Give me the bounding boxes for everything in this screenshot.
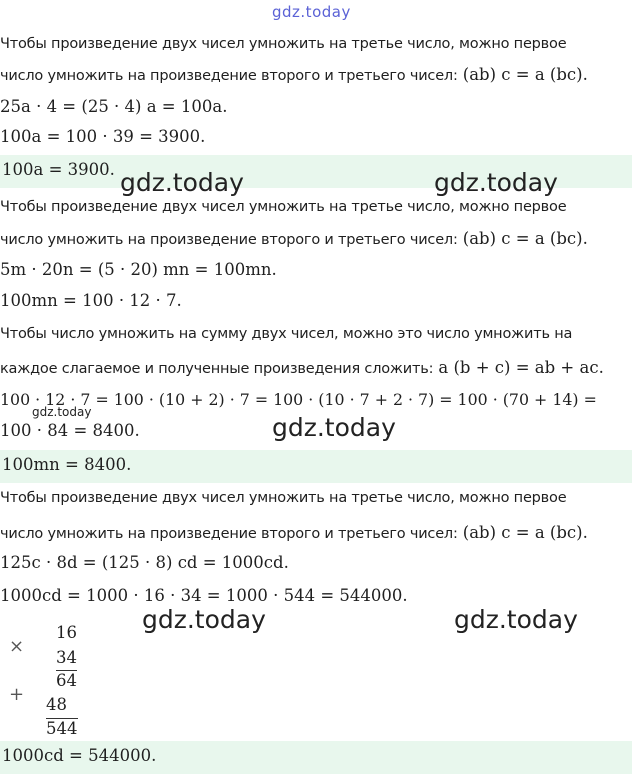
rule-distrib-line1: Чтобы число умножить на сумму двух чисел, можно это число умножить на <box>0 326 573 342</box>
rule-assoc-line1: Чтобы произведение двух чисел умножить на третье число, можно первое <box>0 490 567 506</box>
part1-answer: 100a = 3900. <box>2 160 115 179</box>
rule-assoc-line1: Чтобы произведение двух чисел умножить на третье число, можно первое <box>0 36 567 52</box>
part3-answer-box <box>0 741 632 774</box>
part2-answer-box <box>0 450 632 483</box>
rule-assoc-line1: Чтобы произведение двух чисел умножить на третье число, можно первое <box>0 199 567 215</box>
part2-step3: 100 · 12 · 7 = 100 · (10 + 2) · 7 = 100 · (10 · 7 + 2 · 7) = 100 · (70 + 14) = <box>0 390 597 409</box>
header-watermark: gdz.today <box>272 3 351 21</box>
column-times-sign: × <box>9 636 25 657</box>
rule-distrib-text: каждое слагаемое и полученные произведения сложить: <box>0 361 434 377</box>
part2-step4: 100 · 84 = 8400. <box>0 421 140 440</box>
column-partial2: 48 <box>46 695 67 714</box>
rule-assoc-text: число умножить на произведение второго и третьего чисел: <box>0 232 458 248</box>
watermark: gdz.today <box>272 413 396 442</box>
rule-distrib-line2 <box>0 358 604 377</box>
part3-step2: 1000cd = 1000 · 16 · 34 = 1000 · 544 = 544000. <box>0 586 408 605</box>
rule-assoc-text: число умножить на произведение второго и третьего чисел: <box>0 526 458 542</box>
part2-step1: 5m · 20n = (5 · 20) mn = 100mn. <box>0 260 277 279</box>
part1-step1: 25a · 4 = (25 · 4) a = 100a. <box>0 97 228 116</box>
column-plus-sign: + <box>9 684 25 705</box>
part3-step1: 125c · 8d = (125 · 8) cd = 1000cd. <box>0 553 289 572</box>
rule-distrib-formula: a (b + c) = ab + ac. <box>438 358 604 377</box>
rule-assoc-formula: (ab) c = a (bc). <box>462 229 588 248</box>
column-multiplier: 34 <box>56 648 77 667</box>
rule-assoc-text: число умножить на произведение второго и третьего чисел: <box>0 68 458 84</box>
column-partial1: 64 <box>56 671 77 690</box>
watermark: gdz.today <box>434 168 558 197</box>
rule-assoc-formula: (ab) c = a (bc). <box>462 523 588 542</box>
rule-assoc-formula: (ab) c = a (bc). <box>462 65 588 84</box>
rule-assoc-line2 <box>0 229 588 248</box>
part2-step2: 100mn = 100 · 12 · 7. <box>0 291 182 310</box>
part3-answer: 1000cd = 544000. <box>2 746 157 765</box>
rule-assoc-line2 <box>0 523 588 542</box>
part1-step2: 100a = 100 · 39 = 3900. <box>0 127 206 146</box>
watermark: gdz.today <box>32 405 92 419</box>
watermark: gdz.today <box>454 605 578 634</box>
part2-answer: 100mn = 8400. <box>2 455 132 474</box>
watermark: gdz.today <box>120 168 244 197</box>
rule-assoc-line2 <box>0 65 588 84</box>
watermark: gdz.today <box>142 605 266 634</box>
column-multiplicand: 16 <box>56 623 77 642</box>
column-result: 544 <box>46 719 78 738</box>
